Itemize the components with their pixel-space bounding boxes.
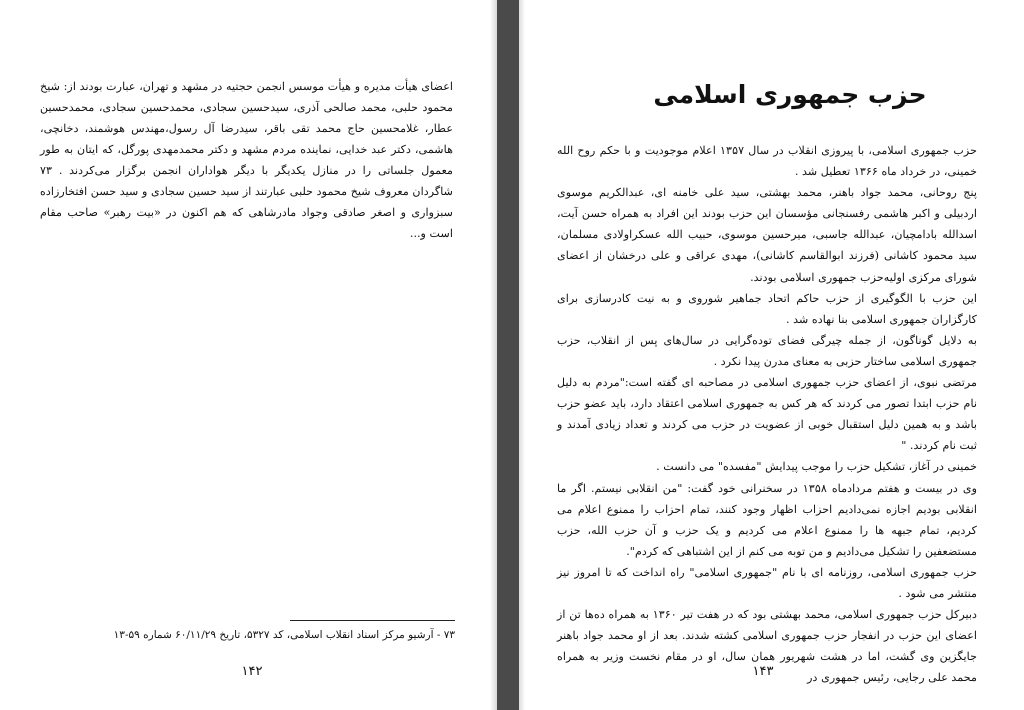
right-paragraph: وی در بیست و هفتم مردادماه ۱۳۵۸ در سخنرانی خود گفت: "من انقلابی نیستم. اگر ما انقلابی بودیم اجازه نمی‌دادیم احزاب اظهار وجود کنند، تمام احزاب را ممنوع اعلام می کردیم، تمام جبهه ها را ممنوع اعلام می کردیم و یک حزب و آن حزب الله، حزب مستضعفین را تشکیل می‌دادیم و من توبه می کنم از این اشتباهی که کردم". <box>557 481 977 558</box>
right-page-body <box>557 140 977 688</box>
right-paragraph: حزب جمهوری اسلامی، روزنامه ای با نام "جمهوری اسلامی" راه انداخت که تا امروز نیز منتشر می شود . <box>557 565 977 600</box>
right-paragraph: دبیرکل حزب جمهوری اسلامی، محمد بهشتی بود که در هفت تیر ۱۳۶۰ به همراه ده‌ها تن از اعضای این حزب در انفجار حزب جمهوری اسلامی کشته شدند. بعد از او محمد جواد باهنر جایگزین وی گشت، اما در هشت شهریور همان سال، او در مقام نخست وزیر به همراه محمد علی رجایی، رئیس جمهوری در <box>557 608 977 685</box>
book-gutter <box>497 0 519 710</box>
left-paragraph: اعضای هیأت مدیره و هیأت موسس انجمن حجتیه در مشهد و تهران، عبارت بودند از: شیخ محمود حلبی، محمد صالحی آذری، سیدحسین سجادی، محمدحسین سجادی، محمدحسین عطار، غلامحسین حاج محمد تقی باقر، سیدرضا آل رسول،مهندس هوشمند، دخانچی، هاشمی، دکتر عبد خدایی، نماینده مردم مشهد و دکتر محمدمهدی پورگل، که ایتان به طور معمول جلساتی را در منازل یکدیگر با دیگر هواداران انجمن برگزار می‌کردند . ۷۳ شاگردان معروف شیخ محمود حلبی عبارتند از سید حسین سجادی و سید حسن افتخارزاده سبزواری و اصغر صادقی وجواد مادرشاهی که هم اکنون در «بیت رهبر» صاحب مقام است و... <box>40 80 453 240</box>
footnote-separator <box>290 620 455 621</box>
gutter-shadow-left <box>490 0 497 710</box>
right-paragraph: این حزب با الگوگیری از حزب حاکم اتحاد جماهیر شوروی و به نیت کادرسازی برای کارگزاران جمهوری اسلامی بنا نهاده شد . <box>557 291 977 326</box>
chapter-title: حزب جمهوری اسلامی <box>653 80 927 109</box>
right-paragraph: حزب جمهوری اسلامی، با پیروزی انقلاب در سال ۱۳۵۷ اعلام موجودیت و با حکم روح الله خمینی، در خرداد ماه ۱۳۶۶ تعطیل شد . <box>557 144 978 179</box>
page-number-left: ۱۴۲ <box>241 664 263 679</box>
right-paragraph: به دلایل گوناگون، از جمله چیرگی فضای توده‌گرایی در سال‌های پس از انقلاب، حزب جمهوری اسلامی ساختار حزبی به معنای مدرن پیدا نکرد . <box>557 333 977 368</box>
page-number-right: ۱۴۳ <box>752 664 774 679</box>
gutter-shadow-right <box>519 0 525 710</box>
right-paragraph: پنج روحانی، محمد جواد باهنر، محمد بهشتی، سید علی خامنه ای، عبدالکریم موسوی اردبیلی و اکبر هاشمی رفسنجانی مؤسسان این حزب بودند این افراد به همراه حسن آیت، اسدالله بادامچیان، عبدالله جاسبی، میرحسین موسوی، حبیب الله عسکراولادی مسلمان، سید محمود کاشانی (فرزند ابوالقاسم کاشانی)، مهدی عراقی و علی درخشان از اعضای شورای مرکزی اولیه‌حزب جمهوری اسلامی بودند. <box>557 186 977 284</box>
footnote: ۷۳ - آرشیو مرکز اسناد انقلاب اسلامی، کد ۵۳۲۷، تاریخ ۶۰/۱۱/۲۹ شماره ۵۹-۱۳ <box>113 629 455 641</box>
left-page-body <box>40 76 453 244</box>
right-paragraph: مرتضی نبوی، از اعضای حزب جمهوری اسلامی در مصاحبه ای گفته است:"مردم به دلیل نام حزب ابتدا تصور می کردند که هر کس به جمهوری اسلامی اعتقاد دارد، باید عضو حزب باشد و به همین دلیل استقبال خوبی از عضویت در حزب می کردند و تعداد زیادی آمدند و ثبت نام کردند. " <box>557 376 977 453</box>
right-paragraph: خمینی در آغاز، تشکیل حزب را موجب پیدایش "مفسده" می دانست . <box>656 460 977 474</box>
